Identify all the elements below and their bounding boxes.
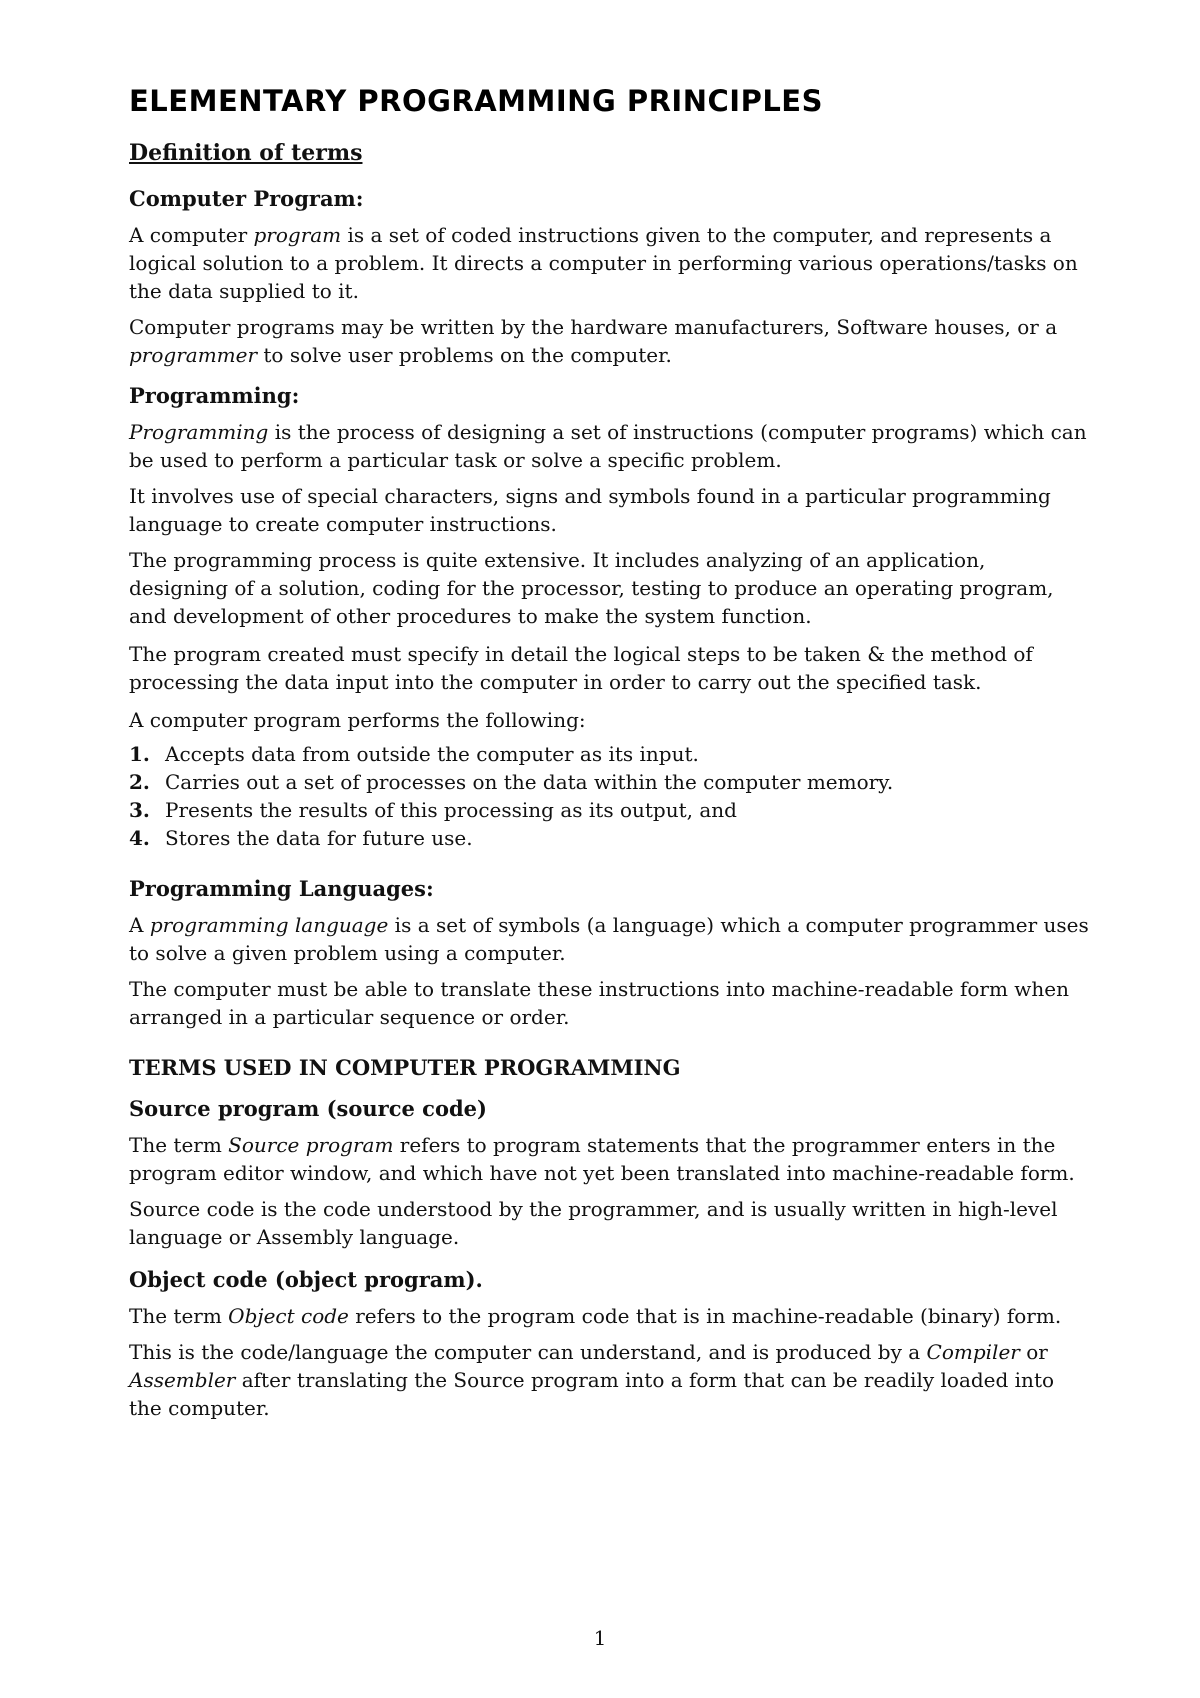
programming-languages-heading: Programming Languages:	[129, 876, 434, 901]
computer-program-paragraph-1	[129, 221, 1089, 305]
source-paragraph-1	[129, 1131, 1089, 1187]
list-item	[129, 824, 1089, 852]
text-run: is a set of coded instructions given to the computer, and represents a logical solution to a problem. It directs a computer in performing various operations/tasks on the data supplied to it.	[129, 223, 1078, 303]
object-paragraph-1	[129, 1302, 1089, 1330]
text-run: Computer programs may be written by the hardware manufacturers, Software houses, or a	[129, 315, 1058, 339]
emphasis-programming: Programming	[129, 420, 269, 444]
list-text: Stores the data for future use.	[165, 826, 473, 850]
emphasis-object-code: Object code	[228, 1304, 349, 1328]
list-item	[129, 740, 1089, 768]
page-number: 1	[593, 1626, 607, 1650]
text-run: or	[1019, 1340, 1048, 1364]
list-number: 4.	[129, 826, 150, 850]
list-number: 2.	[129, 770, 150, 794]
text-run: refers to program statements that the programmer enters in the program editor window, and which have not yet been translated into machine-readable form.	[129, 1133, 1075, 1185]
text-run: A	[129, 913, 150, 937]
list-text: Presents the results of this processing as its output, and	[165, 798, 737, 822]
source-program-heading: Source program (source code)	[129, 1096, 487, 1121]
text-run: to solve user problems on the computer.	[257, 343, 672, 367]
list-item	[129, 796, 1089, 824]
list-number: 3.	[129, 798, 150, 822]
text-run: The term	[129, 1304, 229, 1328]
programming-paragraph-2: It involves use of special characters, signs and symbols found in a particular programming language to create computer instructions.	[129, 484, 1051, 536]
languages-paragraph-1	[129, 911, 1089, 967]
computer-program-paragraph-2	[129, 313, 1089, 369]
object-code-heading: Object code (object program).	[129, 1267, 483, 1292]
text-run: A computer	[129, 223, 254, 247]
emphasis-programmer: programmer	[129, 343, 258, 367]
document-title: ELEMENTARY PROGRAMMING PRINCIPLES	[129, 84, 823, 118]
text-run: refers to the program code that is in machine-readable (binary) form.	[348, 1304, 1062, 1328]
document-body	[129, 84, 1089, 1422]
emphasis-programming-language: programming language	[149, 913, 389, 937]
emphasis-compiler: Compiler	[926, 1340, 1020, 1364]
programming-paragraph-4: The program created must specify in detail the logical steps to be taken & the method of processing the data input into the computer in order to carry out the specified task.	[129, 642, 1033, 694]
list-item	[129, 768, 1089, 796]
source-paragraph-2: Source code is the code understood by the programmer, and is usually written in high-level language or Assembly language.	[129, 1197, 1058, 1249]
text-run: after translating the Source program into a form that can be readily loaded into the computer.	[129, 1368, 1055, 1420]
text-run: The term	[129, 1133, 229, 1157]
programming-heading: Programming:	[129, 383, 300, 408]
definition-of-terms-heading: Definition of terms	[129, 140, 363, 166]
programming-paragraph-1	[129, 418, 1089, 474]
text-run: is the process of designing a set of instructions (computer programs) which can be used to perform a particular task or solve a specific problem.	[129, 420, 1087, 472]
emphasis-program: program	[253, 223, 342, 247]
text-run: This is the code/language the computer can understand, and is produced by a	[129, 1340, 927, 1364]
program-functions-list	[129, 740, 1089, 852]
list-number: 1.	[129, 742, 150, 766]
languages-paragraph-2: The computer must be able to translate these instructions into machine-readable form when arranged in a particular sequence or order.	[129, 977, 1070, 1029]
programming-paragraph-5: A computer program performs the following:	[129, 708, 586, 732]
list-text: Carries out a set of processes on the data within the computer memory.	[165, 770, 894, 794]
terms-heading: TERMS USED IN COMPUTER PROGRAMMING	[129, 1055, 681, 1080]
list-text: Accepts data from outside the computer as its input.	[165, 742, 699, 766]
emphasis-assembler: Assembler	[129, 1368, 236, 1392]
programming-paragraph-3: The programming process is quite extensive. It includes analyzing of an application, designing of a solution, coding for the processor, testing to produce an operating program, and development of other procedures to make the system function.	[129, 548, 1054, 628]
text-run: is a set of symbols (a language) which a computer programmer uses to solve a given problem using a computer.	[129, 913, 1089, 965]
emphasis-source-program: Source program	[228, 1133, 394, 1157]
computer-program-heading: Computer Program:	[129, 186, 364, 211]
object-paragraph-2	[129, 1338, 1089, 1422]
